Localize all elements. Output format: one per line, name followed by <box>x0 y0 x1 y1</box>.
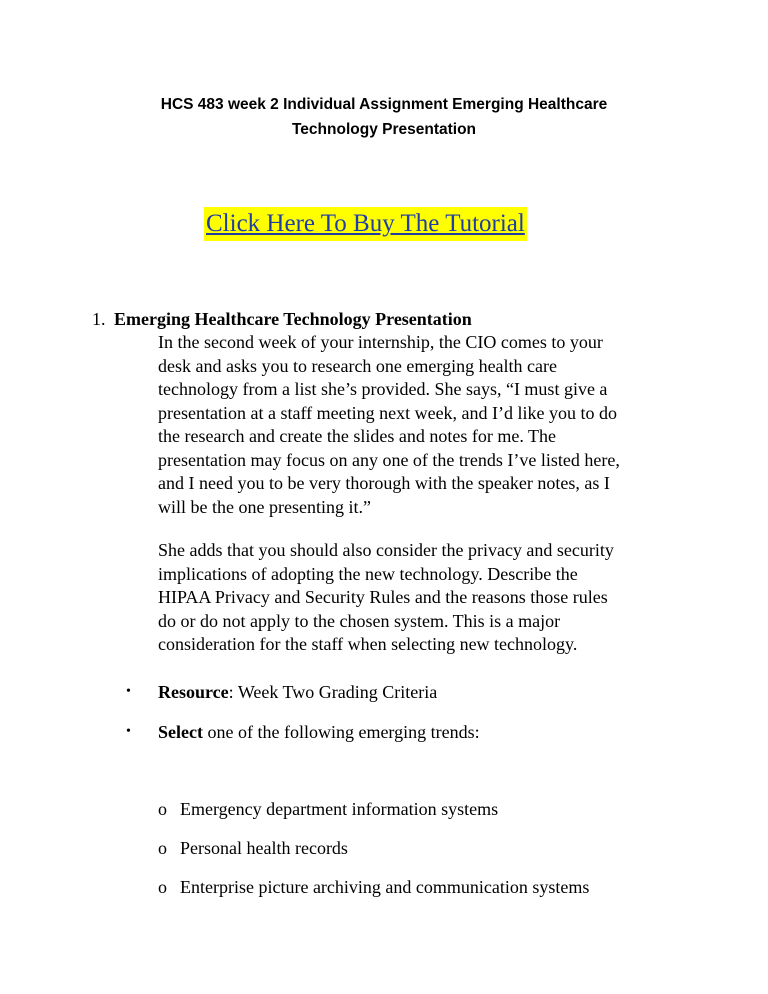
trend-text: Emergency department information systems <box>180 799 499 819</box>
document-title <box>0 92 768 142</box>
paragraph-line: technology from a list she’s provided. She says, “I must give a <box>158 379 608 399</box>
paragraph-line: She adds that you should also consider the privacy and security <box>158 540 614 560</box>
trend-item <box>158 875 589 899</box>
bullet-text: one of the following emerging trends: <box>202 722 480 742</box>
bullet-bold-label: Resource <box>158 682 229 702</box>
paragraph-line: presentation may focus on any one of the trends I’ve listed here, <box>158 449 620 470</box>
paragraph-line: HIPAA Privacy and Security Rules and the reasons those rules <box>158 587 608 607</box>
bullet-text: : Week Two Grading Criteria <box>228 682 438 702</box>
paragraph-line: do or do not apply to the chosen system. This is a major <box>158 610 561 631</box>
circle-bullet-icon: o <box>158 838 167 858</box>
circle-bullet-icon: o <box>158 799 167 819</box>
paragraph-privacy <box>158 539 698 657</box>
list-item-select <box>158 720 480 744</box>
trend-item <box>158 797 498 821</box>
paragraph-line: the research and create the slides and notes for me. The <box>158 426 556 446</box>
title-line-2: Technology Presentation <box>291 121 477 138</box>
circle-bullet-icon: o <box>158 877 167 897</box>
list-item-resource <box>158 680 437 704</box>
buy-tutorial-link[interactable]: Click Here To Buy The Tutorial <box>204 207 527 241</box>
trend-text: Personal health records <box>180 838 348 858</box>
paragraph-line: implications of adopting the new technology. Describe the <box>158 563 578 584</box>
paragraph-line: and I need you to be very thorough with the speaker notes, as I <box>158 473 610 493</box>
paragraph-line: consideration for the staff when selecting new technology. <box>158 634 578 654</box>
title-line-1: HCS 483 week 2 Individual Assignment Emerging Healthcare <box>160 96 608 113</box>
trend-item <box>158 836 348 860</box>
bullet-icon: • <box>126 724 131 739</box>
paragraph-line: desk and asks you to research one emerging health care <box>158 355 558 376</box>
paragraph-internship <box>158 331 698 519</box>
paragraph-line: presentation at a staff meeting next week, and I’d like you to do <box>158 402 618 423</box>
section-heading: Emerging Healthcare Technology Presentation <box>114 309 472 329</box>
paragraph-line: will be the one presenting it.” <box>158 496 371 517</box>
trend-text: Enterprise picture archiving and communication systems <box>180 877 590 897</box>
section-number: 1. <box>92 309 106 329</box>
bullet-icon: • <box>126 684 131 699</box>
paragraph-line: In the second week of your internship, the CIO comes to your <box>158 332 603 352</box>
bullet-bold-label: Select <box>158 722 203 742</box>
